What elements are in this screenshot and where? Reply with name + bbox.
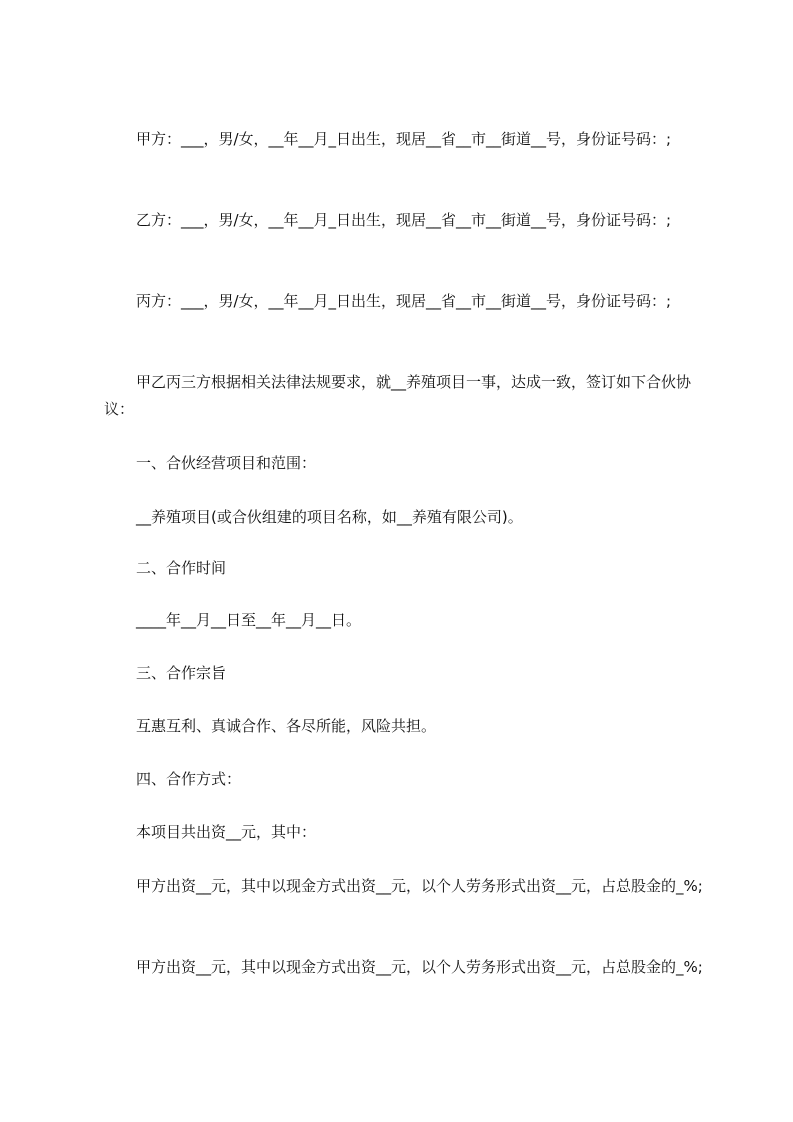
section-3-title: 三、合作宗旨: [136, 664, 227, 682]
section-2-title: 二、合作时间: [136, 559, 227, 577]
section-4-item-2: 甲方出资__元，其中以现金方式出资__元，以个人劳务形式出资__元，占总股金的_%;: [136, 958, 703, 976]
section-2-body: ____年__月__日至__年__月__日。: [136, 611, 362, 629]
section-4-item-1: 甲方出资__元，其中以现金方式出资__元，以个人劳务形式出资__元，占总股金的_%;: [136, 877, 703, 895]
section-4-intro: 本项目共出资__元，其中：: [136, 823, 317, 841]
party-b-paragraph: 乙方：___，男/女，__年__月_日出生，现居__省__市__街道__号，身份证号码：;: [136, 211, 672, 229]
section-4-title: 四、合作方式：: [136, 770, 242, 788]
section-1-title: 一、合伙经营项目和范围：: [136, 454, 317, 472]
intro-paragraph: 甲乙丙三方根据相关法律法规要求，就__养殖项目一事，达成一致，签订如下合伙协议：: [104, 373, 692, 418]
party-a-paragraph: 甲方：___，男/女，__年__月_日出生，现居__省__市__街道__号，身份证号码：;: [136, 130, 672, 148]
party-c-paragraph: 丙方：___，男/女，__年__月_日出生，现居__省__市__街道__号，身份证号码：;: [136, 292, 672, 310]
section-1-body: __养殖项目(或合伙组建的项目名称，如__养殖有限公司)。: [136, 508, 523, 526]
section-3-body: 互惠互利、真诚合作、各尽所能，风险共担。: [136, 717, 437, 735]
